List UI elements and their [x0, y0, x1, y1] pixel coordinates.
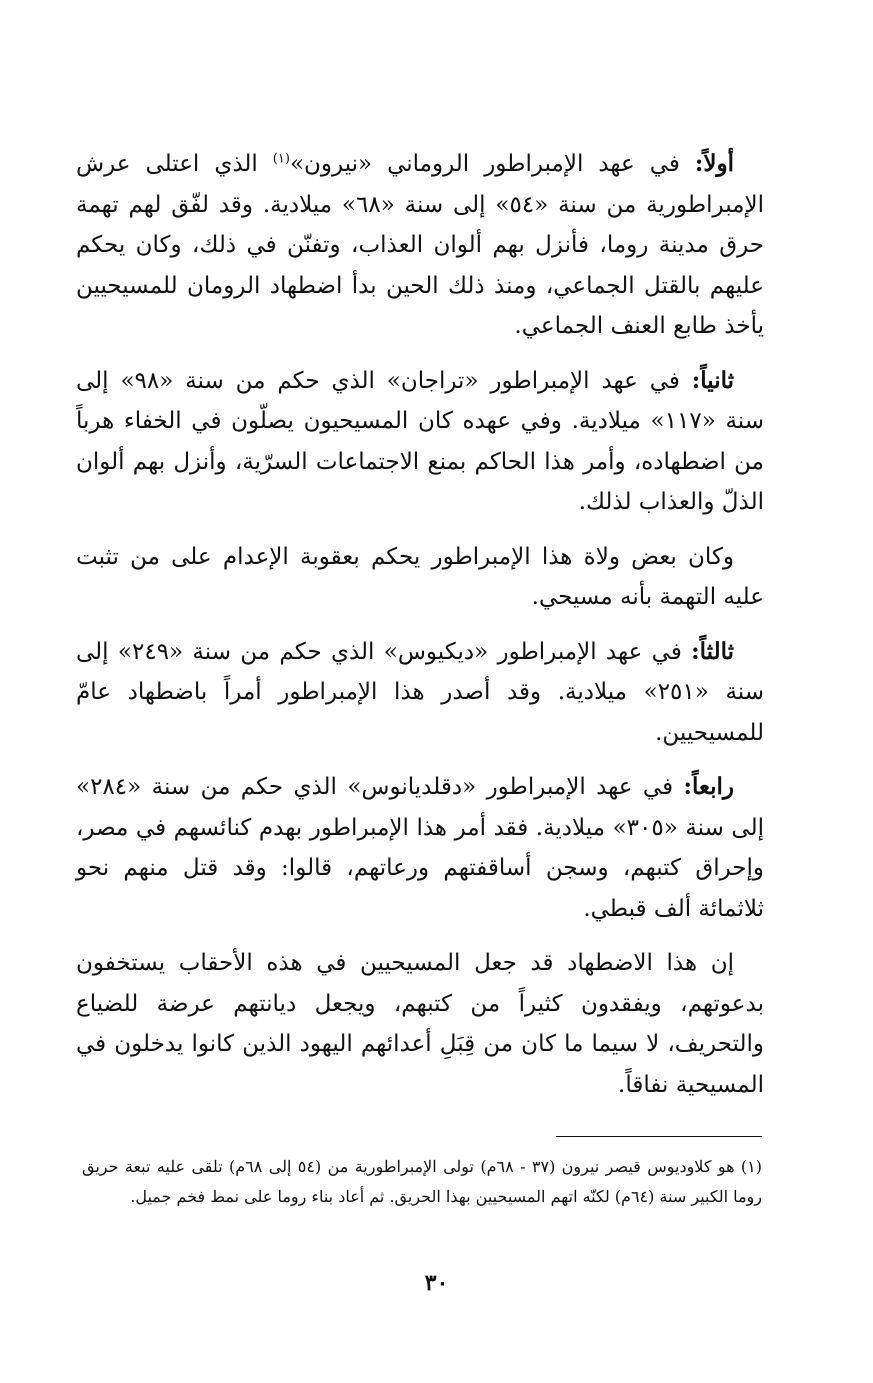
- paragraph-text: إن هذا الاضطهاد قد جعل المسيحيين في هذه الأحقاب يستخفون بدعوتهم، ويفقدون كثيراً من كتبهم، ويجعل ديانتهم عرضة للضياع والتحريف، لا سيما ما كان من قِبَلِ أعدائهم اليهود الذين كانوا يدخلون في المسيحية نفاقاً.: [76, 950, 764, 1098]
- footnote-divider: [556, 1136, 762, 1137]
- main-text: [76, 144, 764, 1119]
- paragraph-conclusion: [76, 943, 764, 1105]
- paragraph-third: [76, 632, 764, 754]
- paragraph-text: في عهد الإمبراطور الروماني «نيرون»: [289, 151, 695, 177]
- footnote: (١) هو كلاوديوس قيصر نيرون (٣٧ - ٦٨م) تولى الإمبراطورية من (٥٤ إلى ٦٨م) تلقى عليه تبعة حريق روما الكبير سنة (٦٤م) لكنّه اتهم المسيحيين بهذا الحريق. ثم أعاد بناء روما على نمط فخم جميل.: [82, 1157, 762, 1206]
- paragraph-lead: أولاً:: [694, 150, 734, 177]
- paragraph-text: في عهد الإمبراطور «تراجان» الذي حكم من سنة «٩٨» إلى سنة «١١٧» ميلادية. وفي عهده كان المسيحيون يصلّون في الخفاء هرباً من اضطهاده، وأمر هذا الحاكم بمنع الاجتماعات السرّية، وأنزل بهم ألوان الذلّ والعذاب لذلك.: [76, 367, 764, 515]
- paragraph-lead: ثالثاً:: [691, 637, 734, 665]
- paragraph-text: في عهد الإمبراطور «ديكيوس» الذي حكم من سنة «٢٤٩» إلى سنة «٢٥١» ميلادية. وقد أصدر هذا الإمبراطور أمراً باضطهاد عامّ للمسيحيين.: [76, 638, 764, 746]
- paragraph-first: [76, 144, 764, 347]
- paragraph-text: في عهد الإمبراطور «دقلديانوس» الذي حكم من سنة «٢٨٤» إلى سنة «٣٠٥» ميلادية. فقد أمر هذا الإمبراطور بهدم كنائسهم في مصر، وإحراق كتبهم، وسجن أساقفتهم ورعاتهم، قالوا: وقد قتل منهم نحو ثلاثمائة ألف قبطي.: [76, 774, 764, 922]
- paragraph-lead: ثانياً:: [691, 366, 735, 394]
- paragraph-text: وكان بعض ولاة هذا الإمبراطور يحكم بعقوبة الإعدام على من تثبت عليه التهمة بأنه مسيحي.: [76, 543, 764, 610]
- paragraph-governors: [76, 537, 764, 618]
- paragraph-fourth: [76, 767, 764, 929]
- page-number: ٣٠: [424, 1270, 449, 1296]
- paragraph-second: [76, 361, 764, 523]
- footnote-reference: (١): [272, 151, 290, 167]
- paragraph-text: الذي اعتلى عرش الإمبراطورية من سنة «٥٤» إلى سنة «٦٨» ميلادية. وقد لفّق لهم تهمة حرق مدينة روما، فأنزل بهم ألوان العذاب، وتفنّن في ذلك، وكان يحكم عليهم بالقتل الجماعي، ومنذ ذلك الحين بدأ اضطهاد الرومان للمسيحيين يأخذ طابع العنف الجماعي.: [76, 151, 764, 339]
- paragraph-lead: رابعاً:: [683, 773, 734, 800]
